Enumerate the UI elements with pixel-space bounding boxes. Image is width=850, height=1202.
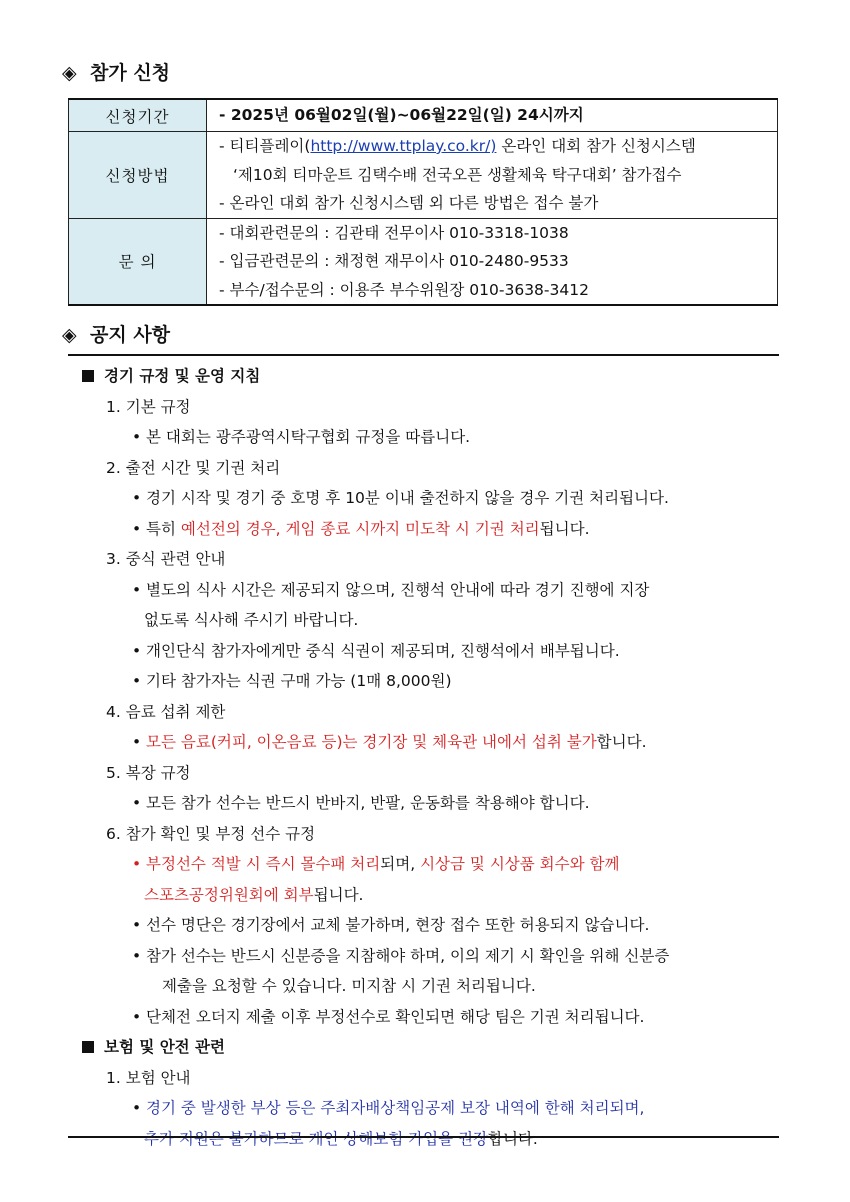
rules-heading-text: 경기 규정 및 운영 지침 <box>104 367 261 385</box>
method-line-3: - 온라인 대회 참가 신청시스템 외 다른 방법은 접수 불가 <box>219 194 599 212</box>
bullet-icon: • <box>132 916 142 934</box>
list-item-text: 기타 참가자는 식권 구매 가능 (1매 8,000원) <box>146 672 452 690</box>
list-item-text: 단체전 오더지 제출 이후 부정선수로 확인되면 해당 팀은 기권 처리됩니다. <box>146 1007 645 1026</box>
highlight-blue-text: 경기 중 발생한 부상 등은 주최자배상책임공제 보장 내역에 한해 처리되며, <box>146 1099 645 1117</box>
list-item <box>82 849 782 880</box>
list-item <box>82 514 782 545</box>
section-title-notice <box>62 320 170 347</box>
contact-line-3: - 부수/접수문의 : 이용주 부수위원장 010-3638-3412 <box>219 280 589 299</box>
period-value <box>207 99 778 132</box>
list-item <box>82 575 782 606</box>
list-item <box>82 636 782 667</box>
bullet-icon: • <box>132 855 142 873</box>
table-row-contact <box>69 218 778 305</box>
item-1-title: 1. 기본 규정 <box>106 397 191 416</box>
list-item-text: 됩니다. <box>539 519 590 538</box>
method-label: 신청방법 <box>69 132 207 219</box>
section-title-application <box>62 58 170 85</box>
table-row-method <box>69 132 778 219</box>
item-5-title: 5. 복장 규정 <box>106 763 191 782</box>
highlight-red-text: 스포츠공정위원회에 회부 <box>144 885 314 904</box>
contact-label: 문 의 <box>69 218 207 305</box>
list-item-continuation: 제출을 요청할 수 있습니다. 미지참 시 기권 처리됩니다. <box>162 977 536 995</box>
period-text: - 2025년 06월02일(월)~06월22일(일) 24시까지 <box>219 106 584 125</box>
section-title-text: 참가 신청 <box>90 62 171 84</box>
bullet-icon: • <box>132 1007 142 1026</box>
list-item-continuation <box>82 880 782 911</box>
item-4-title: 4. 음료 섭취 제한 <box>106 702 226 721</box>
list-item <box>82 666 782 697</box>
list-item-text: 되며, <box>380 855 421 873</box>
contact-value <box>207 218 778 305</box>
list-item <box>82 1002 782 1033</box>
diamond-bullet-icon: ◈ <box>62 324 77 346</box>
bottom-divider <box>68 1136 779 1138</box>
contact-line-1: - 대회관련문의 : 김관태 전무이사 010-3318-1038 <box>219 223 569 242</box>
list-item-text: 경기 시작 및 경기 중 호명 후 10분 이내 출전하지 않을 경우 기권 처리됩니다. <box>146 489 669 507</box>
diamond-bullet-icon: ◈ <box>62 62 77 84</box>
table-row-period <box>69 99 778 132</box>
bullet-icon: • <box>132 489 142 507</box>
list-item <box>82 422 782 453</box>
highlight-red-text: 부정선수 적발 시 즉시 몰수패 처리 <box>146 855 381 873</box>
list-item-text: 개인단식 참가자에게만 중식 식권이 제공되며, 진행석에서 배부됩니다. <box>146 641 620 660</box>
item-2-title: 2. 출전 시간 및 기권 처리 <box>106 458 281 477</box>
contact-line-2: - 입금관련문의 : 채정현 재무이사 010-2480-9533 <box>219 252 569 270</box>
list-item <box>82 788 782 819</box>
top-divider <box>68 354 779 356</box>
method-value <box>207 132 778 219</box>
bullet-icon: • <box>132 580 142 599</box>
bullet-icon: • <box>132 1099 142 1117</box>
list-item <box>82 910 782 941</box>
insurance-item-1-title: 1. 보험 안내 <box>106 1068 191 1087</box>
notice-content <box>82 361 782 1154</box>
list-item <box>82 1093 782 1124</box>
list-item-continuation <box>82 1124 782 1155</box>
insurance-heading-text: 보험 및 안전 관련 <box>104 1038 226 1056</box>
application-info-table <box>68 98 778 306</box>
method-line-2: ‘제10회 티마운트 김택수배 전국오픈 생활체육 탁구대회’ 참가접수 <box>233 165 682 184</box>
list-item <box>82 941 782 972</box>
bullet-icon: • <box>132 519 142 538</box>
highlight-red-text: 예선전의 경우, 게임 종료 시까지 미도착 시 기권 처리 <box>180 519 540 538</box>
square-bullet-icon <box>82 1041 94 1053</box>
list-item-text: 됩니다. <box>313 885 364 904</box>
item-3-title: 3. 중식 관련 안내 <box>106 550 226 568</box>
method-line-1-suffix: 온라인 대회 참가 신청시스템 <box>496 137 696 155</box>
list-item-text: 본 대회는 광주광역시탁구협회 규정을 따릅니다. <box>146 428 471 446</box>
list-item <box>82 727 782 758</box>
list-item-text: 참가 선수는 반드시 신분증을 지참해야 하며, 이의 제기 시 확인을 위해 신분증 <box>146 946 670 965</box>
bullet-icon: • <box>132 733 142 751</box>
rules-heading <box>82 361 782 392</box>
list-item-text: 별도의 식사 시간은 제공되지 않으며, 진행석 안내에 따라 경기 진행에 지장 <box>146 580 650 599</box>
square-bullet-icon <box>82 370 94 382</box>
bullet-icon: • <box>132 428 142 446</box>
bullet-icon: • <box>132 794 142 812</box>
highlight-red-text: 모든 음료(커피, 이온음료 등)는 경기장 및 체육관 내에서 섭취 불가 <box>146 733 597 751</box>
list-item <box>82 483 782 514</box>
list-item-text: 합니다. <box>488 1129 538 1148</box>
highlight-blue-text: 추가 지원은 불가하므로 개인 상해보험 가입을 권장 <box>144 1129 488 1148</box>
period-label: 신청기간 <box>69 99 207 132</box>
list-item-text: 특히 <box>146 519 181 538</box>
highlight-red-text: 시상금 및 시상품 회수와 함께 <box>420 855 620 873</box>
method-line-1-prefix: - 티티플레이( <box>219 137 311 155</box>
bullet-icon: • <box>132 946 142 965</box>
item-6-title: 6. 참가 확인 및 부정 선수 규정 <box>106 824 316 843</box>
insurance-heading <box>82 1032 782 1063</box>
ttplay-link[interactable]: http://www.ttplay.co.kr/) <box>310 137 497 155</box>
method-line-1 <box>219 132 777 161</box>
list-item-continuation: 없도록 식사해 주시기 바랍니다. <box>144 611 359 629</box>
bullet-icon: • <box>132 641 142 660</box>
bullet-icon: • <box>132 672 142 690</box>
list-item-text: 모든 참가 선수는 반드시 반바지, 반팔, 운동화를 착용해야 합니다. <box>146 794 590 812</box>
list-item-text: 선수 명단은 경기장에서 교체 불가하며, 현장 접수 또한 허용되지 않습니다. <box>146 916 650 934</box>
list-item-text: 합니다. <box>596 733 647 751</box>
section-title-text: 공지 사항 <box>90 324 171 346</box>
